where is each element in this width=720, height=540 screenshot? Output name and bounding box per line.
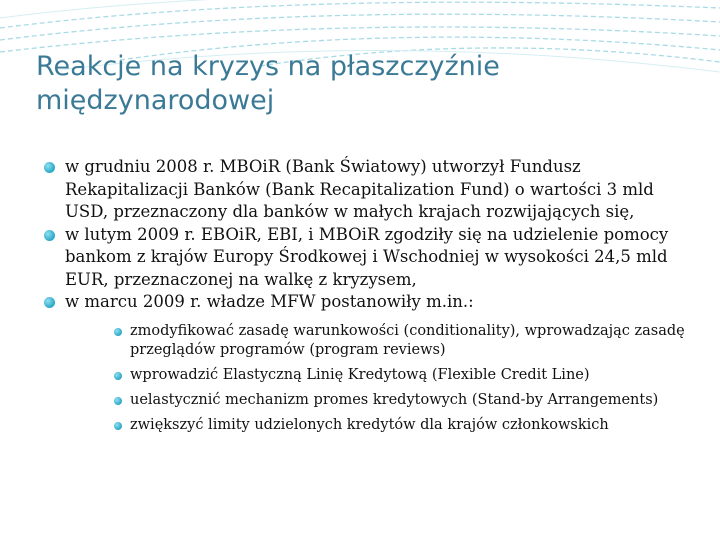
bullet-icon <box>44 297 55 308</box>
list-item <box>44 156 694 224</box>
sub-list-item <box>114 322 694 360</box>
sub-list-item <box>114 416 694 435</box>
bullet-icon <box>114 422 122 430</box>
sub-list-item <box>114 366 694 385</box>
list-item <box>44 224 694 292</box>
bullet-text: w lutym 2009 r. EBOiR, EBI, i MBOiR zgodziły się na udzielenie pomocy bankom z krajów Europy Środkowej i Wschodniej w wysokości 24,5 mld EUR, przeznaczonej na walkę z kryzysem, <box>65 224 669 289</box>
list-item <box>44 291 694 435</box>
sub-list-item <box>114 391 694 410</box>
bullet-text: w grudniu 2008 r. MBOiR (Bank Światowy) utworzył Fundusz Rekapitalizacji Banków (Bank Recapitalization Fund) o wartości 3 mld USD, przeznaczony dla banków w małych krajach rozwijających się, <box>65 157 654 221</box>
bullet-icon <box>114 328 122 336</box>
sub-bullet-text: zwiększyć limity udzielonych kredytów dla krajów członkowskich <box>130 416 609 433</box>
bullet-icon <box>114 397 122 405</box>
bullet-text: w marcu 2009 r. władze MFW postanowiły m.in.: <box>65 292 474 311</box>
sub-bullet-text: zmodyfikować zasadę warunkowości (conditionality), wprowadzając zasadę przeglądów programów (program reviews) <box>130 322 685 358</box>
bullet-icon <box>44 230 55 241</box>
sub-bullet-list <box>65 322 694 435</box>
bullet-icon <box>44 162 55 173</box>
bullet-icon <box>114 372 122 380</box>
sub-bullet-text: uelastycznić mechanizm promes kredytowych (Stand-by Arrangements) <box>130 391 659 408</box>
slide-title: Reakcje na kryzys na płaszczyźnie międzynarodowej <box>36 51 500 116</box>
sub-bullet-text: wprowadzić Elastyczną Linię Kredytową (Flexible Credit Line) <box>130 366 590 383</box>
bullet-list <box>44 156 694 441</box>
